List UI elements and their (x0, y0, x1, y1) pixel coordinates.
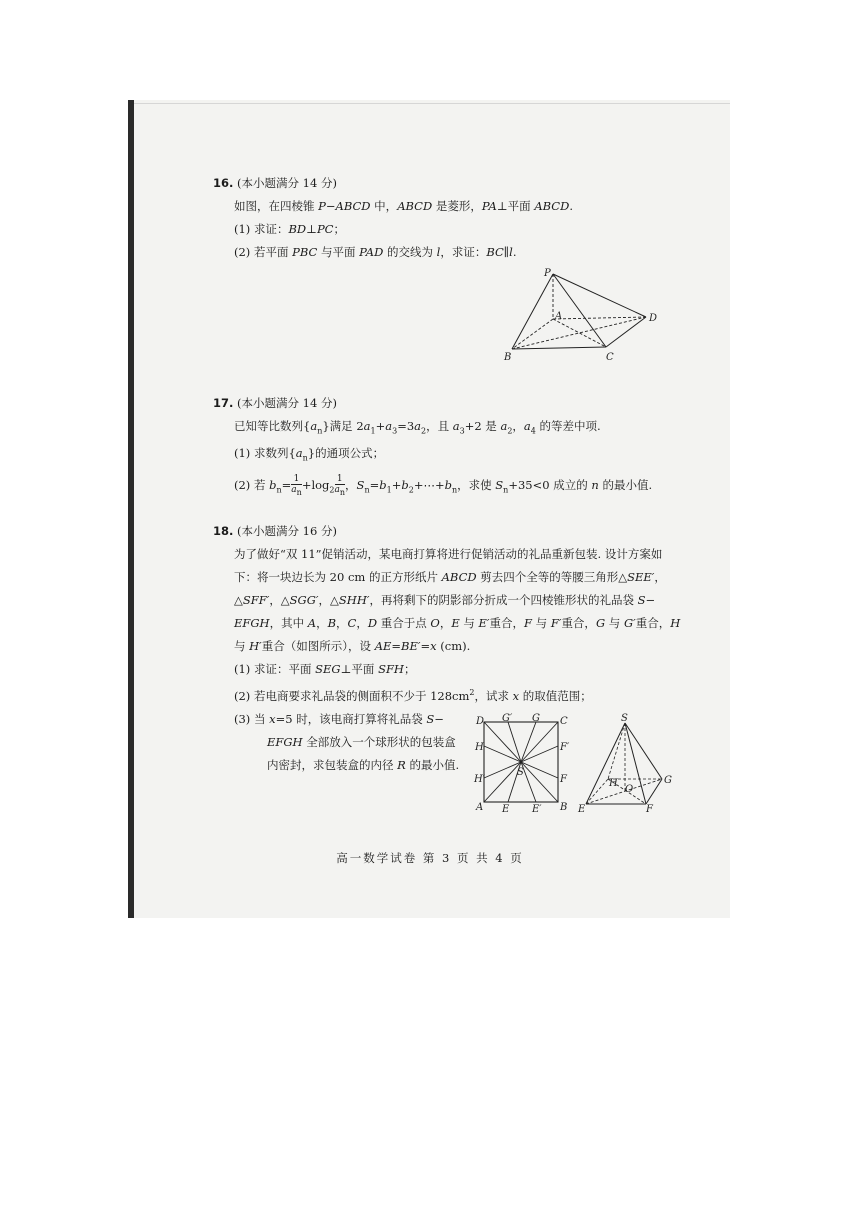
text: 已知等比数列{ (234, 419, 311, 433)
label: H (609, 778, 618, 789)
text: 与平面 (317, 245, 360, 259)
text: (1) 求证：平面 (234, 662, 316, 676)
q18-part-2 (213, 681, 673, 708)
q17-number: 17. (213, 396, 234, 410)
text: b (269, 477, 277, 492)
text: b (401, 477, 409, 492)
text: 1 (335, 474, 346, 485)
text: SFH (378, 662, 404, 676)
text: D (367, 616, 378, 630)
text: a (295, 446, 303, 461)
text: (cm). (436, 639, 471, 653)
label: S (621, 713, 628, 724)
text: 3 (459, 426, 465, 436)
text: 的取值范围； (519, 688, 592, 703)
text: ，再将剩下的阴影部分折成一个四棱锥形状的礼品袋 (369, 593, 638, 607)
text: ABCD (534, 199, 570, 213)
text: SEG (315, 662, 341, 676)
text: (2) 若 (234, 477, 270, 492)
text: E′ (478, 616, 490, 630)
text: a (385, 419, 393, 433)
text: ， (345, 477, 357, 492)
text: R (397, 757, 406, 772)
page-footer: 高一数学试卷 第 3 页 共 4 页 (336, 851, 524, 865)
q18-stem-line-4 (213, 612, 681, 635)
text: =3 (397, 419, 415, 433)
q18-stem-line-5 (213, 635, 673, 658)
q16-stem (213, 195, 673, 218)
text: 重合于点 (377, 616, 431, 630)
edge-ad (553, 317, 646, 319)
text: ，且 (426, 419, 453, 433)
q18-heading (213, 520, 673, 543)
text: 是菱形， (432, 199, 482, 213)
text: 2 (469, 688, 475, 697)
line (484, 722, 521, 762)
q16-score: (本小题满分 14 分) (237, 176, 337, 190)
text: n (591, 477, 599, 492)
text: +⋯+ (413, 477, 445, 492)
q18-number: 18. (213, 524, 234, 538)
label: F (560, 774, 567, 785)
text: = (281, 477, 292, 492)
text: ， (654, 570, 666, 584)
line (508, 722, 521, 762)
text: }的通项公式； (307, 446, 385, 461)
text: AE=BE′=x (374, 639, 437, 653)
text: ， (356, 616, 368, 630)
label-a: A (555, 311, 563, 322)
q17-part-2 (213, 470, 673, 505)
text: ； (403, 662, 416, 676)
text: 下：将一块边长为 20 cm 的正方形纸片 (234, 570, 442, 584)
text: 4 (530, 426, 536, 436)
text: =5 时，该电商打算将礼品袋 (275, 711, 427, 726)
label: S (517, 767, 524, 778)
text: x (512, 688, 520, 703)
text: 的最小值. (598, 477, 653, 492)
text: A (307, 616, 317, 630)
edge-sg (625, 723, 662, 779)
text: ABCD (441, 570, 477, 584)
text: (3) 当 (234, 711, 270, 726)
text: 2 (329, 484, 335, 494)
text: 与 (532, 616, 551, 630)
text: n (296, 487, 302, 497)
text: EFGH (267, 734, 303, 749)
text: (1) 求数列{ (234, 446, 296, 461)
text: x (269, 711, 276, 726)
fraction-log-arg (335, 474, 346, 498)
label: H (475, 742, 484, 753)
text: ABCD (397, 199, 433, 213)
q16-part-1 (213, 218, 673, 241)
q16-pyramid-figure (498, 264, 668, 370)
text: }满足 2 (322, 419, 364, 433)
fraction-1-over-an (291, 474, 302, 498)
text: 与 (605, 616, 624, 630)
text: S− (637, 593, 656, 607)
text: G (595, 616, 606, 630)
q16-part-2 (213, 241, 673, 264)
label-b: B (504, 352, 512, 363)
text: a (363, 419, 371, 433)
edge-pd (553, 274, 646, 317)
edge-se (586, 723, 625, 804)
text: 的最小值. (405, 757, 460, 772)
scan-top-line (134, 103, 730, 104)
text: 2 (507, 426, 513, 436)
q18-pyramid-figure (574, 712, 674, 820)
diag-ac (553, 319, 606, 347)
text: SFF′ (242, 593, 270, 607)
text: 重合， (561, 616, 596, 630)
text: C (347, 616, 357, 630)
text: 1 (370, 426, 376, 436)
text: n (339, 487, 346, 497)
text: a (310, 419, 318, 433)
text: 全部放入一个球形状的包装盒 (302, 734, 456, 749)
edge-sh (608, 723, 625, 779)
text: + (375, 419, 386, 433)
text: 2 (408, 484, 414, 494)
text: 的等差中项. (535, 419, 601, 433)
text: a (334, 484, 340, 495)
text: ， (439, 616, 452, 630)
text: a (523, 419, 531, 433)
edge-bc (512, 347, 606, 349)
text: ，试求 (474, 688, 513, 703)
q17-heading (213, 392, 673, 415)
question-16 (213, 172, 673, 264)
q18-score: (本小题满分 16 分) (237, 524, 337, 538)
text: P−ABCD (318, 199, 371, 213)
text: n (317, 426, 323, 436)
text: 剪去四个全等的等腰三角形△ (476, 570, 628, 584)
text: F′ (550, 616, 562, 630)
text: 1 (386, 484, 392, 494)
text: 的交线为 (383, 245, 437, 259)
text: 中， (370, 199, 398, 213)
text: a (291, 484, 297, 495)
text: PA (481, 199, 497, 213)
text: n (302, 453, 308, 463)
q16-heading (213, 172, 673, 195)
q18-stem-line-2 (213, 566, 673, 589)
text: ， (316, 616, 328, 630)
text: (2) 若平面 (234, 245, 293, 259)
text: b (379, 477, 387, 492)
line (521, 762, 558, 802)
text: +2 是 (464, 419, 501, 433)
text: . (512, 245, 517, 259)
label: G (532, 713, 540, 724)
text: a (452, 419, 460, 433)
label: H′ (474, 774, 485, 785)
line (484, 746, 521, 762)
text: S (495, 477, 504, 492)
q18-stem-line-3 (213, 589, 673, 612)
q17-score: (本小题满分 14 分) (237, 396, 337, 410)
text: SHH′ (338, 593, 370, 607)
text: n (276, 484, 282, 494)
label: G (664, 775, 672, 786)
text: 1 (291, 474, 302, 485)
text: 与 (459, 616, 479, 630)
text: 重合， (489, 616, 525, 630)
q18-net-figure (472, 712, 572, 820)
text: ⊥平面 (496, 199, 535, 213)
label: E′ (532, 804, 542, 815)
text: PBC (292, 245, 318, 259)
text: 与 (234, 639, 250, 653)
text: +35<0 成立的 (508, 477, 592, 492)
label: B (560, 802, 568, 813)
q18-part-1 (213, 658, 673, 681)
text: ，求使 (457, 477, 496, 492)
text: ， (336, 616, 348, 630)
q17-part-1 (213, 442, 673, 469)
text: . (569, 199, 573, 213)
text: ，求证： (440, 245, 487, 259)
text: S− (426, 711, 444, 726)
label-c: C (606, 352, 614, 363)
label-p: P (544, 268, 551, 279)
text: 3 (392, 426, 398, 436)
text: +log (301, 477, 330, 492)
text: SGG′ (289, 593, 319, 607)
line (484, 762, 521, 802)
question-17 (213, 392, 673, 505)
text: O (430, 616, 440, 630)
text: F (524, 616, 533, 630)
text: l (436, 245, 441, 259)
text: ⊥平面 (340, 662, 379, 676)
text: E (451, 616, 460, 630)
text: + (391, 477, 402, 492)
text: (2) 若电商要求礼品袋的侧面积不少于 128cm (234, 688, 470, 703)
text: ，△ (318, 593, 339, 607)
text: H′ (249, 639, 262, 653)
edge-pb (512, 274, 553, 349)
edge-fg (646, 779, 662, 804)
text: BD⊥PC (288, 222, 334, 236)
text: S (356, 477, 365, 492)
q16-number: 16. (213, 176, 234, 190)
text: ， (512, 419, 524, 433)
label: A (476, 802, 484, 813)
label: G′ (502, 713, 513, 724)
text: ，其中 (269, 616, 308, 630)
label-d: D (649, 313, 658, 324)
text: n (503, 484, 509, 494)
label: O (625, 784, 634, 795)
text: a (414, 419, 421, 433)
text: 重合（如图所示），设 (261, 639, 375, 653)
text: 如图，在四棱锥 (234, 199, 319, 213)
label: F′ (560, 742, 570, 753)
text: SEE′ (627, 570, 655, 584)
text: PAD (359, 245, 384, 259)
text: ； (333, 222, 345, 236)
q18-stem-line-1: 为了做好“双 11”促销活动，某电商打算将进行促销活动的礼品重新包装. 设计方案如 (234, 547, 663, 561)
text: n (364, 484, 370, 494)
text: EFGH (234, 616, 270, 630)
label: E (502, 804, 510, 815)
text: = (369, 477, 380, 492)
q17-stem (213, 415, 673, 442)
scan-edge-shadow (128, 100, 134, 918)
diag-bd (512, 317, 646, 349)
text: △ (234, 593, 243, 607)
text: ，△ (269, 593, 290, 607)
label: F (646, 804, 653, 815)
text: 2 (421, 426, 427, 436)
label: D (476, 716, 485, 727)
line (484, 762, 521, 778)
text: BC∥l (486, 245, 513, 259)
label: C (560, 716, 568, 727)
text: B (327, 616, 337, 630)
text: 内密封，求包装盒的内径 (267, 757, 398, 772)
text: n (451, 484, 458, 494)
text: H (670, 616, 681, 630)
text: b (444, 477, 452, 492)
text: G′ (623, 616, 636, 630)
text: 重合， (635, 616, 671, 630)
text: (1) 求证： (234, 222, 289, 236)
label: E (578, 804, 586, 815)
text: a (500, 419, 508, 433)
line (521, 722, 558, 762)
